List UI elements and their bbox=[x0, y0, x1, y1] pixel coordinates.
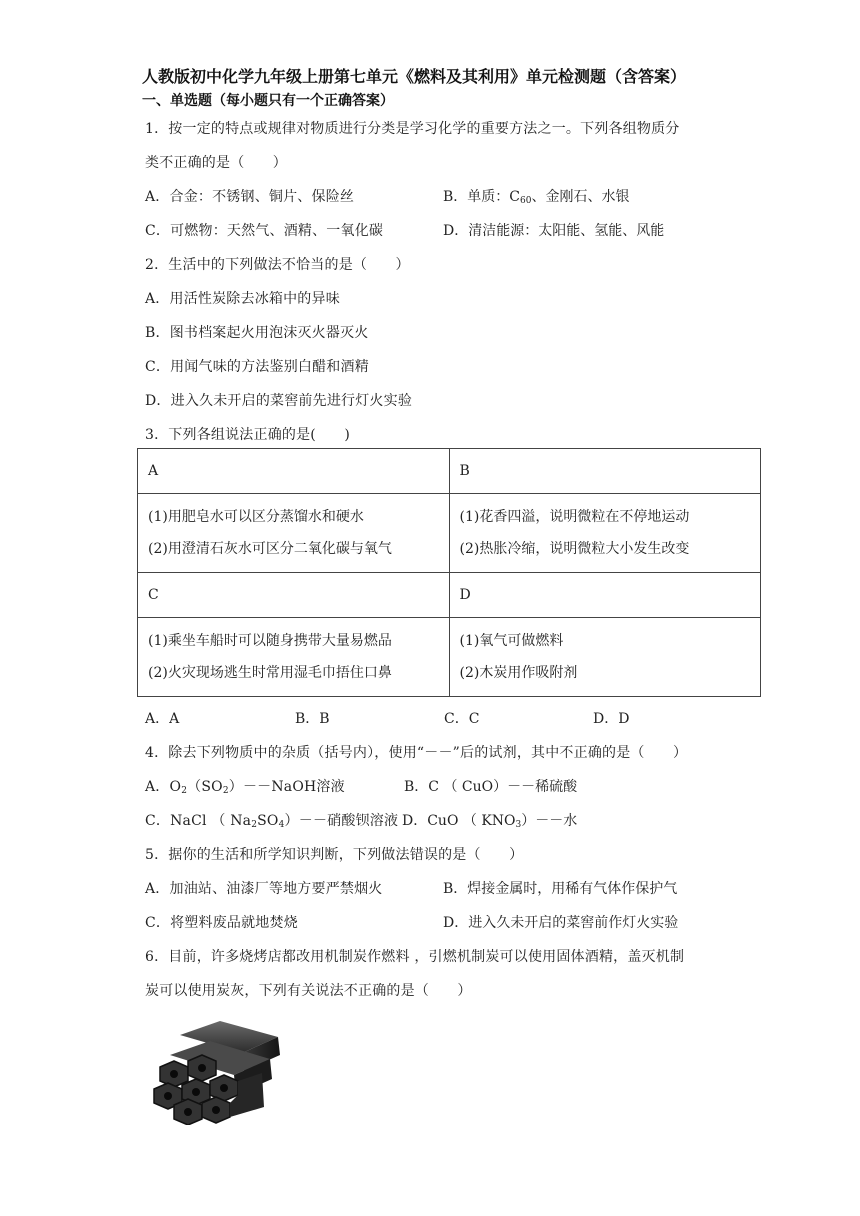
q4-a-sub1: 2 bbox=[181, 786, 188, 796]
q2-option-c: C．用闻气味的方法鉴别白醋和酒精 bbox=[145, 359, 369, 375]
q3-option-a: A．A bbox=[145, 711, 180, 727]
q3-table-head-b: B bbox=[449, 449, 761, 494]
q1-option-b-post: 、金刚石、水银 bbox=[531, 189, 630, 205]
q2-stem: 2．生活中的下列做法不恰当的是（ ） bbox=[145, 257, 410, 273]
q1-option-a: A．合金：不锈钢、铜片、保险丝 bbox=[145, 189, 355, 205]
q5-stem: 5．据你的生活和所学知识判断，下列做法错误的是（ ） bbox=[145, 847, 524, 863]
q3-table-head-c: C bbox=[138, 573, 450, 618]
q1-stem-line2: 类不正确的是（ ） bbox=[145, 155, 287, 171]
q4-d-part1: D．CuO （ KNO bbox=[402, 813, 516, 829]
q3-a-item2: (2)用澄清石灰水可区分二氧化碳与氧气 bbox=[148, 541, 392, 557]
q3-option-b: B．B bbox=[295, 711, 330, 727]
q3-table-head-a: A bbox=[138, 449, 450, 494]
q3-table-cell-d bbox=[449, 618, 761, 697]
q4-option-c bbox=[145, 810, 398, 830]
q4-a-part2: （SO bbox=[187, 779, 223, 795]
q4-option-b: B．C （ CuO）－－稀硫酸 bbox=[404, 779, 578, 795]
q4-c-part1: C．NaCl （ Na bbox=[145, 813, 252, 829]
q1-option-b-sub: 60 bbox=[520, 196, 532, 206]
q6-stem-line1: 6．目前，许多烧烤店都改用机制炭作燃料 ，引燃机制炭可以使用固体酒精，盖灭机制 bbox=[145, 949, 685, 965]
q3-table-head-d: D bbox=[449, 573, 761, 618]
q1-stem-line1: 1．按一定的特点或规律对物质进行分类是学习化学的重要方法之一。下列各组物质分 bbox=[145, 121, 680, 137]
q6-stem-line2: 炭可以使用炭灰，下列有关说法不正确的是（ ） bbox=[145, 983, 472, 999]
q1-option-d: D．清洁能源：太阳能、氢能、风能 bbox=[443, 223, 665, 239]
q4-c-part3: ）－－硝酸钡溶液 bbox=[284, 813, 399, 829]
q4-option-a bbox=[145, 776, 345, 796]
q4-stem: 4．除去下列物质中的杂质（括号内），使用“－－”后的试剂，其中不正确的是（ ） bbox=[145, 745, 688, 761]
q4-c-part2: SO bbox=[257, 813, 279, 829]
q4-a-part1: A．O bbox=[145, 779, 182, 795]
q4-c-sub2: 4 bbox=[278, 820, 285, 830]
q2-option-a: A．用活性炭除去冰箱中的异味 bbox=[145, 291, 340, 307]
q3-option-d: D．D bbox=[593, 711, 630, 727]
q3-table-cell-b bbox=[449, 494, 761, 573]
q3-b-item2: (2)热胀冷缩，说明微粒大小发生改变 bbox=[459, 541, 690, 557]
q3-b-item1: (1)花香四溢，说明微粒在不停地运动 bbox=[459, 509, 690, 525]
q3-table-cell-a bbox=[138, 494, 450, 573]
q2-option-b: B．图书档案起火用泡沫灭火器灭火 bbox=[145, 325, 369, 341]
q1-option-b bbox=[443, 186, 629, 206]
q5-option-d: D．进入久未开启的菜窖前作灯火实验 bbox=[443, 915, 679, 931]
q5-option-c: C．将塑料废品就地焚烧 bbox=[145, 915, 298, 931]
q3-c-item1: (1)乘坐车船时可以随身携带大量易燃品 bbox=[148, 633, 392, 649]
q4-c-sub1: 2 bbox=[251, 820, 258, 830]
q4-a-sub2: 2 bbox=[222, 786, 229, 796]
q2-option-d: D．进入久未开启的菜窖前先进行灯火实验 bbox=[145, 393, 413, 409]
q3-d-item2: (2)木炭用作吸附剂 bbox=[459, 665, 578, 681]
charcoal-briquettes-image bbox=[150, 1015, 285, 1125]
q3-c-item2: (2)火灾现场逃生时常用湿毛巾捂住口鼻 bbox=[148, 665, 392, 681]
q4-option-d bbox=[402, 810, 577, 830]
q5-option-b: B．焊接金属时，用稀有气体作保护气 bbox=[443, 881, 678, 897]
q4-a-part3: ）－－NaOH溶液 bbox=[228, 779, 345, 795]
section-heading: 一、单选题（每小题只有一个正确答案） bbox=[142, 93, 394, 109]
q4-d-sub1: 3 bbox=[515, 820, 522, 830]
q3-a-item1: (1)用肥皂水可以区分蒸馏水和硬水 bbox=[148, 509, 364, 525]
q3-stem: 3．下列各组说法正确的是( ) bbox=[145, 427, 351, 443]
q1-option-c: C．可燃物：天然气、酒精、一氧化碳 bbox=[145, 223, 384, 239]
q3-option-c: C．C bbox=[444, 711, 480, 727]
q1-option-b-pre: B．单质：C bbox=[443, 189, 520, 205]
q3-table bbox=[137, 448, 761, 697]
q4-d-part2: ）－－水 bbox=[521, 813, 578, 829]
q3-table-cell-c bbox=[138, 618, 450, 697]
q3-d-item1: (1)氧气可做燃料 bbox=[459, 633, 564, 649]
q5-option-a: A．加油站、油漆厂等地方要严禁烟火 bbox=[145, 881, 383, 897]
page-title: 人教版初中化学九年级上册第七单元《燃料及其利用》单元检测题（含答案） bbox=[142, 67, 687, 86]
